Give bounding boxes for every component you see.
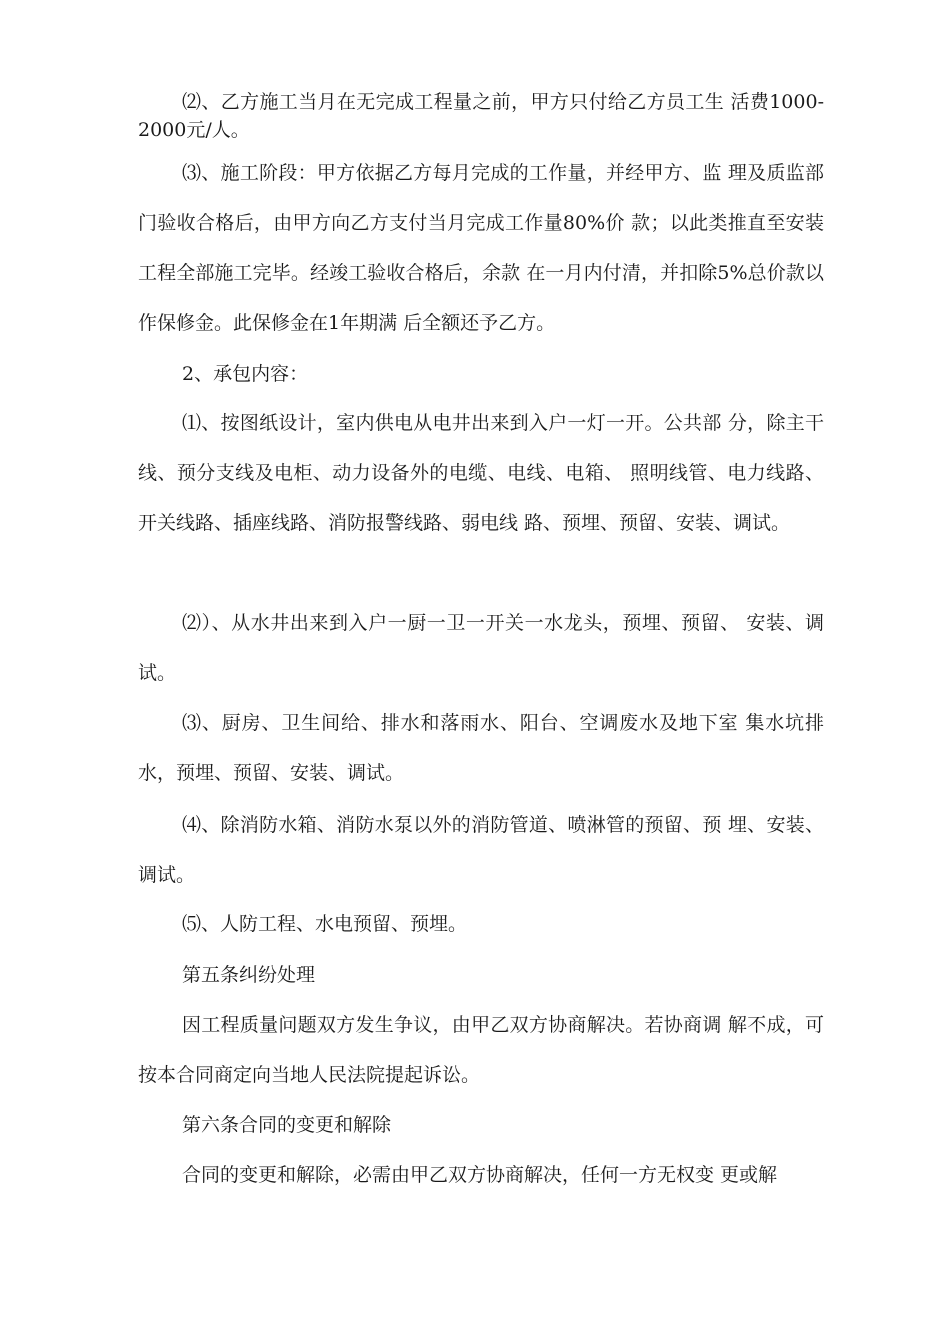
payment-clause-2: ⑵、乙方施工当月在无完成工程量之前，甲方只付给乙方员工生 活费1000-2000元/人。 <box>138 91 824 141</box>
dispute-resolution-text: 因工程质量问题双方发生争议，由甲乙双方协商解决。若协商调 解不成，可按本合同商定向当地人民法院提起诉讼。 <box>138 1014 824 1086</box>
article-5-heading: 第五条纠纷处理 <box>182 964 316 986</box>
contract-scope-heading: 2、承包内容： <box>182 363 309 385</box>
contract-change-text: 合同的变更和解除，必需由甲乙双方协商解决，任何一方无权变 更或解 <box>182 1164 778 1186</box>
scope-item-4: ⑷、除消防水箱、消防水泵以外的消防管道、喷淋管的预留、预 埋、安装、调试。 <box>138 814 824 886</box>
article-6-heading: 第六条合同的变更和解除 <box>182 1114 392 1136</box>
scope-item-1: ⑴、按图纸设计，室内供电从电井出来到入户一灯一开。公共部 分，除主干线、预分支线及电柜、动力设备外的电缆、电线、电箱、 照明线管、电力线路、开关线路、插座线路、消防报警线路、弱电线 路、预埋、预留、安装、调试。 <box>138 412 824 534</box>
scope-item-2: ⑵）、从水井出来到入户一厨一卫一开关一水龙头，预埋、预留、 安装、调试。 <box>138 612 824 684</box>
scope-item-5: ⑸、人防工程、水电预留、预埋。 <box>182 913 468 935</box>
payment-clause-3: ⑶、施工阶段：甲方依据乙方每月完成的工作量，并经甲方、监 理及质监部门验收合格后，由甲方向乙方支付当月完成工作量80%价 款；以此类推直至安装工程全部施工完毕。经竣工验收合格后，余款 在一月内付清，并扣除5%总价款以作保修金。此保修金在1年期满 后全额还予乙方。 <box>138 162 824 334</box>
scope-item-3: ⑶、厨房、卫生间给、排水和落雨水、阳台、空调废水及地下室 集水坑排水，预埋、预留、安装、调试。 <box>138 712 824 784</box>
